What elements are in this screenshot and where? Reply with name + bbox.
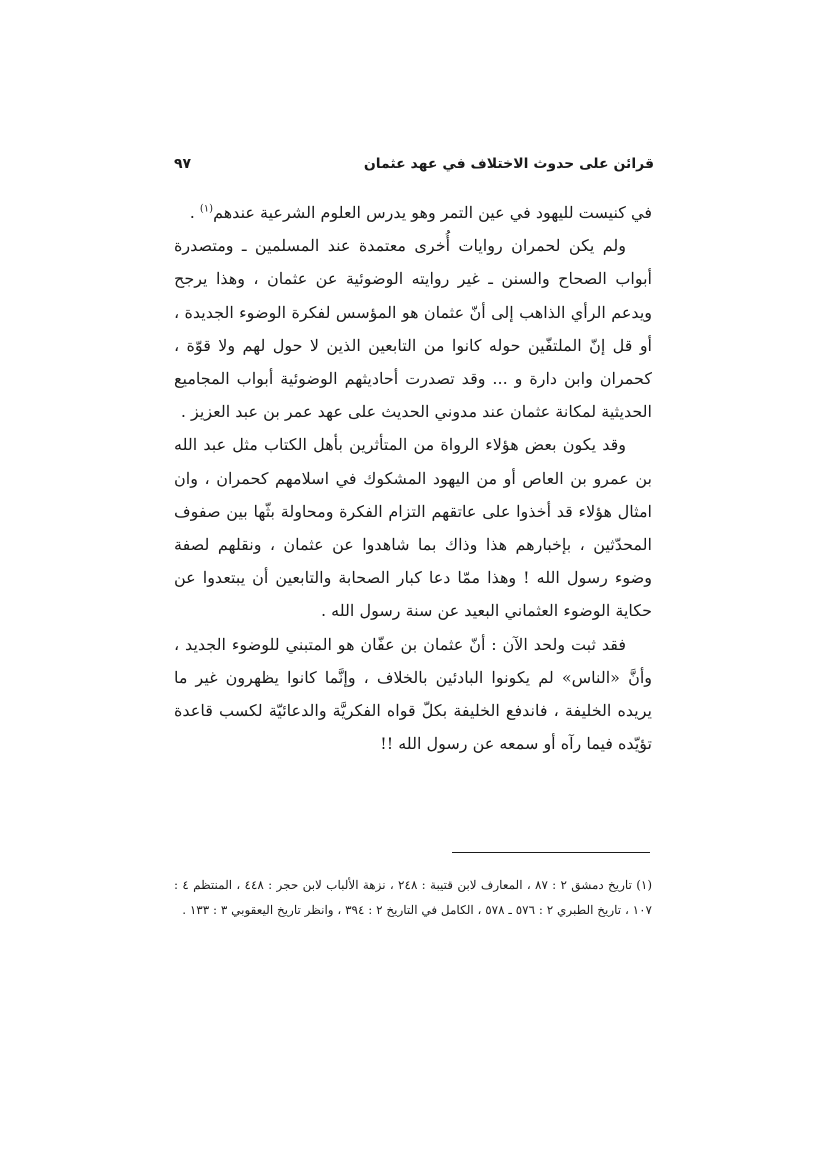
footnote-divider [452, 852, 650, 853]
footnotes [174, 873, 652, 923]
paragraph-3: وقد يكون بعض هؤلاء الرواة من المتأثرين بأهل الكتاب مثل عبد الله بن عمرو بن العاص أو من اليهود المشكوك في اسلامهم كحمران ، وان امثال هؤلاء قد أخذوا على عاتقهم التزام الفكرة ومحاولة بثّها بين صفوف المحدّثين ، بإخبارهم هذا وذاك بما شاهدوا عن عثمان ، ونقلهم لصفة وضوء رسول الله ! وهذا ممّا دعا كبار الصحابة والتابعين أن يبتعدوا عن حكاية الوضوء العثماني البعيد عن سنة رسول الله . [174, 435, 652, 621]
main-text [174, 196, 652, 760]
paragraph-1-end: . [189, 203, 200, 222]
footnote-1: (١) تاريخ دمشق ٢ : ٨٧ ، المعارف لابن قتيبة : ٢٤٨ ، نزهة الألباب لابن حجر : ٤٤٨ ، المنتظم ٤ : ١٠٧ ، تاريخ الطبري ٢ : ٥٧٦ ـ ٥٧٨ ، الكامل في التاريخ ٢ : ٣٩٤ ، وانظر تاريخ اليعقوبي ٣ : ١٣٣ . [174, 878, 653, 917]
paragraph-2: ولم يكن لحمران روايات أُخرى معتمدة عند المسلمين ـ ومتصدرة أبواب الصحاح والسنن ـ غير روايته الوضوئية عن عثمان ، وهذا يرجح ويدعم الرأي الذاهب إلى أنّ عثمان هو المؤسس لفكرة الوضوء الجديدة ، أو قل إنّ الملتفّين حوله كانوا من التابعين الذين لا حول لهم ولا قوّة ، كحمران وابن دارة و ... وقد تصدرت أحاديثهم الوضوئية أبواب المجاميع الحديثية لمكانة عثمان عند مدوني الحديث على عهد عمر بن عبد العزيز . [174, 236, 652, 422]
paragraph-4: فقد ثبت ولحد الآن : أنّ عثمان بن عفّان هو المتبني للوضوء الجديد ، وأنَّ «الناس» لم يكونوا البادئين بالخلاف ، وإنَّما كانوا يظهرون غير ما يريده الخليفة ، فاندفع الخليفة بكلّ قواه الفكريَّة والدعائيّة لكسب قاعدة تؤيّده فيما رآه أو سمعه عن رسول الله !! [174, 634, 652, 754]
running-head [174, 152, 654, 176]
paragraph-1-text: في كنيست لليهود في عين التمر وهو يدرس العلوم الشرعية عندهم [213, 203, 652, 222]
page-number: ٩٧ [174, 156, 192, 172]
footnote-reference: (١) [199, 203, 214, 215]
paragraph-1 [174, 196, 652, 229]
running-title: قرائن على حدوث الاختلاف في عهد عثمان [363, 156, 654, 172]
